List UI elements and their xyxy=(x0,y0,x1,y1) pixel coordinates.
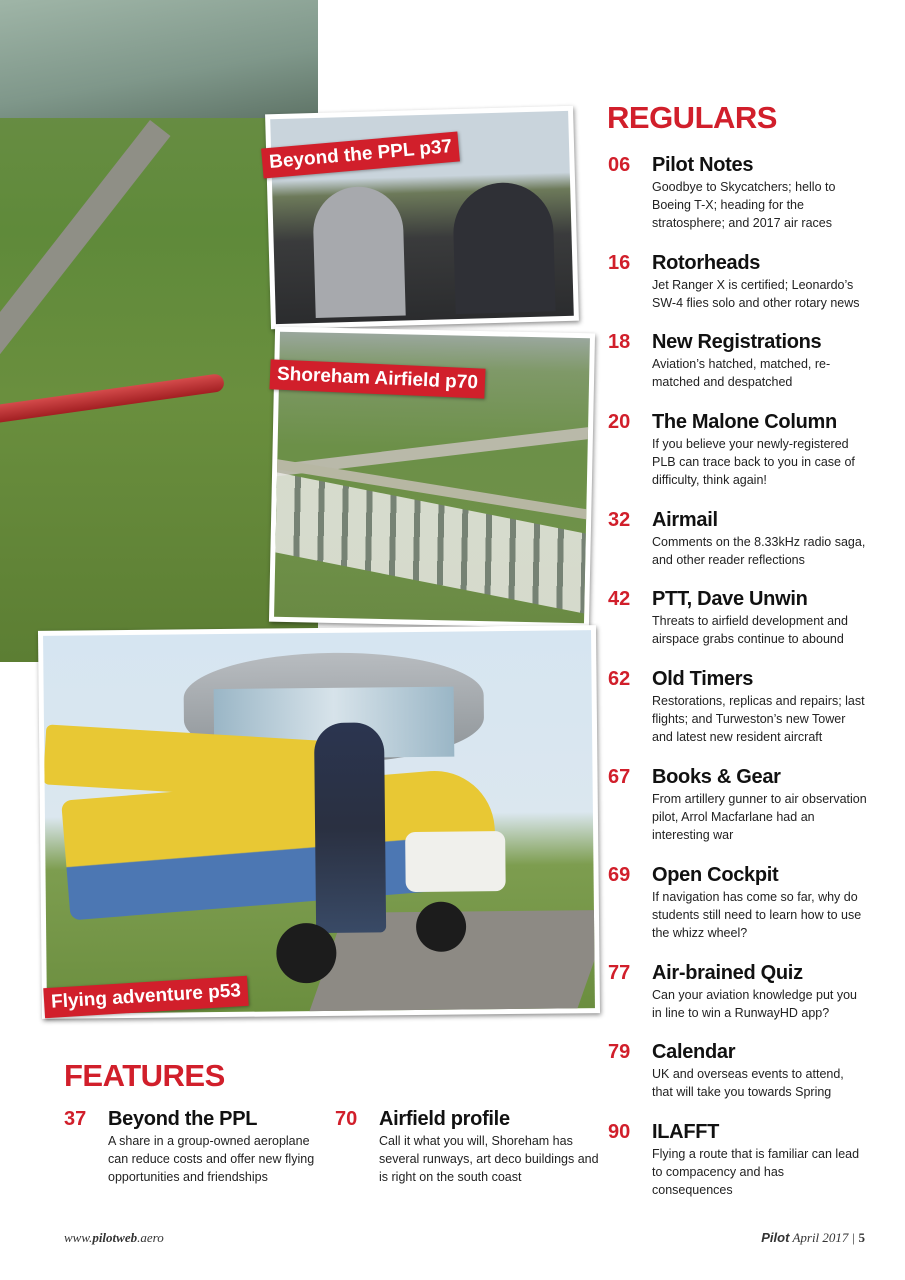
item-description: Flying a route that is familiar can lead to compacency and has consequences xyxy=(652,1147,860,1197)
item-title: Airmail xyxy=(652,509,718,531)
item-title: Calendar xyxy=(652,1041,736,1063)
page-number: 70 xyxy=(335,1108,358,1130)
item-description: From artillery gunner to air observation pilot, Arrol Macfarlane had an interesting war xyxy=(652,792,867,842)
page-number: 62 xyxy=(608,668,631,690)
page-number: 67 xyxy=(608,766,631,788)
item-title: Rotorheads xyxy=(652,252,761,274)
item-title: Books & Gear xyxy=(652,766,781,788)
item-description: Call it what you will, Shoreham has several runways, art deco buildings and is right on the south coast xyxy=(379,1134,599,1184)
features-heading: FEATURES xyxy=(64,1058,225,1093)
item-title: Beyond the PPL xyxy=(108,1108,258,1130)
item-title: Airfield profile xyxy=(379,1108,510,1130)
caption-plane[interactable]: Flying adventure p53 xyxy=(43,976,248,1018)
item-title: Old Timers xyxy=(652,668,754,690)
item-title: Open Cockpit xyxy=(652,864,779,886)
item-description: Jet Ranger X is certified; Leonardo’s SW-4 flies solo and other rotary news xyxy=(652,278,860,310)
issue-date: April 2017 xyxy=(792,1230,849,1245)
page-number: 90 xyxy=(608,1121,631,1143)
item-title: The Malone Column xyxy=(652,411,837,433)
item-description: Aviation’s hatched, matched, re-matched and despatched xyxy=(652,357,831,389)
item-description: Can your aviation knowledge put you in line to win a RunwayHD app? xyxy=(652,988,857,1020)
caption-airfield[interactable]: Shoreham Airfield p70 xyxy=(269,359,485,398)
item-description: If navigation has come so far, why do students still need to learn how to use the whizz wheel? xyxy=(652,890,862,940)
page-number: 79 xyxy=(608,1041,631,1063)
item-description: Threats to airfield development and airspace grabs continue to abound xyxy=(652,614,848,646)
item-description: A share in a group-owned aeroplane can reduce costs and offer new flying opportunities and friendships xyxy=(108,1134,315,1184)
folio-separator: | xyxy=(851,1230,856,1245)
page-number: 18 xyxy=(608,331,631,353)
item-description: Restorations, replicas and repairs; last flights; and Turweston’s new Tower and latest new resident aircraft xyxy=(652,694,865,744)
page-number: 20 xyxy=(608,411,631,433)
item-title: Air-brained Quiz xyxy=(652,962,803,984)
folio xyxy=(761,1230,865,1246)
page-number: 77 xyxy=(608,962,631,984)
item-description: Goodbye to Skycatchers; hello to Boeing T-X; heading for the stratosphere; and 2017 air races xyxy=(652,180,836,230)
item-description: UK and overseas events to attend, that will take you towards Spring xyxy=(652,1067,844,1099)
page-number: 42 xyxy=(608,588,631,610)
item-title: New Registrations xyxy=(652,331,822,353)
page-number-folio: 5 xyxy=(858,1230,865,1245)
page-number: 06 xyxy=(608,154,631,176)
item-description: Comments on the 8.33kHz radio saga, and other reader reflections xyxy=(652,535,866,567)
item-title: Pilot Notes xyxy=(652,154,754,176)
item-description: If you believe your newly-registered PLB can trace back to you in case of difficulty, think again! xyxy=(652,437,855,487)
page-number: 16 xyxy=(608,252,631,274)
regulars-heading: REGULARS xyxy=(607,100,777,135)
page-number: 69 xyxy=(608,864,631,886)
plane-photo xyxy=(38,625,600,1019)
page-number: 32 xyxy=(608,509,631,531)
magazine-name: Pilot xyxy=(761,1230,790,1245)
page-number: 37 xyxy=(64,1108,87,1130)
item-title: PTT, Dave Unwin xyxy=(652,588,808,610)
item-title: ILAFFT xyxy=(652,1121,720,1143)
caption-cockpit[interactable]: Beyond the PPL p37 xyxy=(261,131,460,178)
website-url[interactable]: www.pilotweb.aero xyxy=(64,1230,164,1245)
